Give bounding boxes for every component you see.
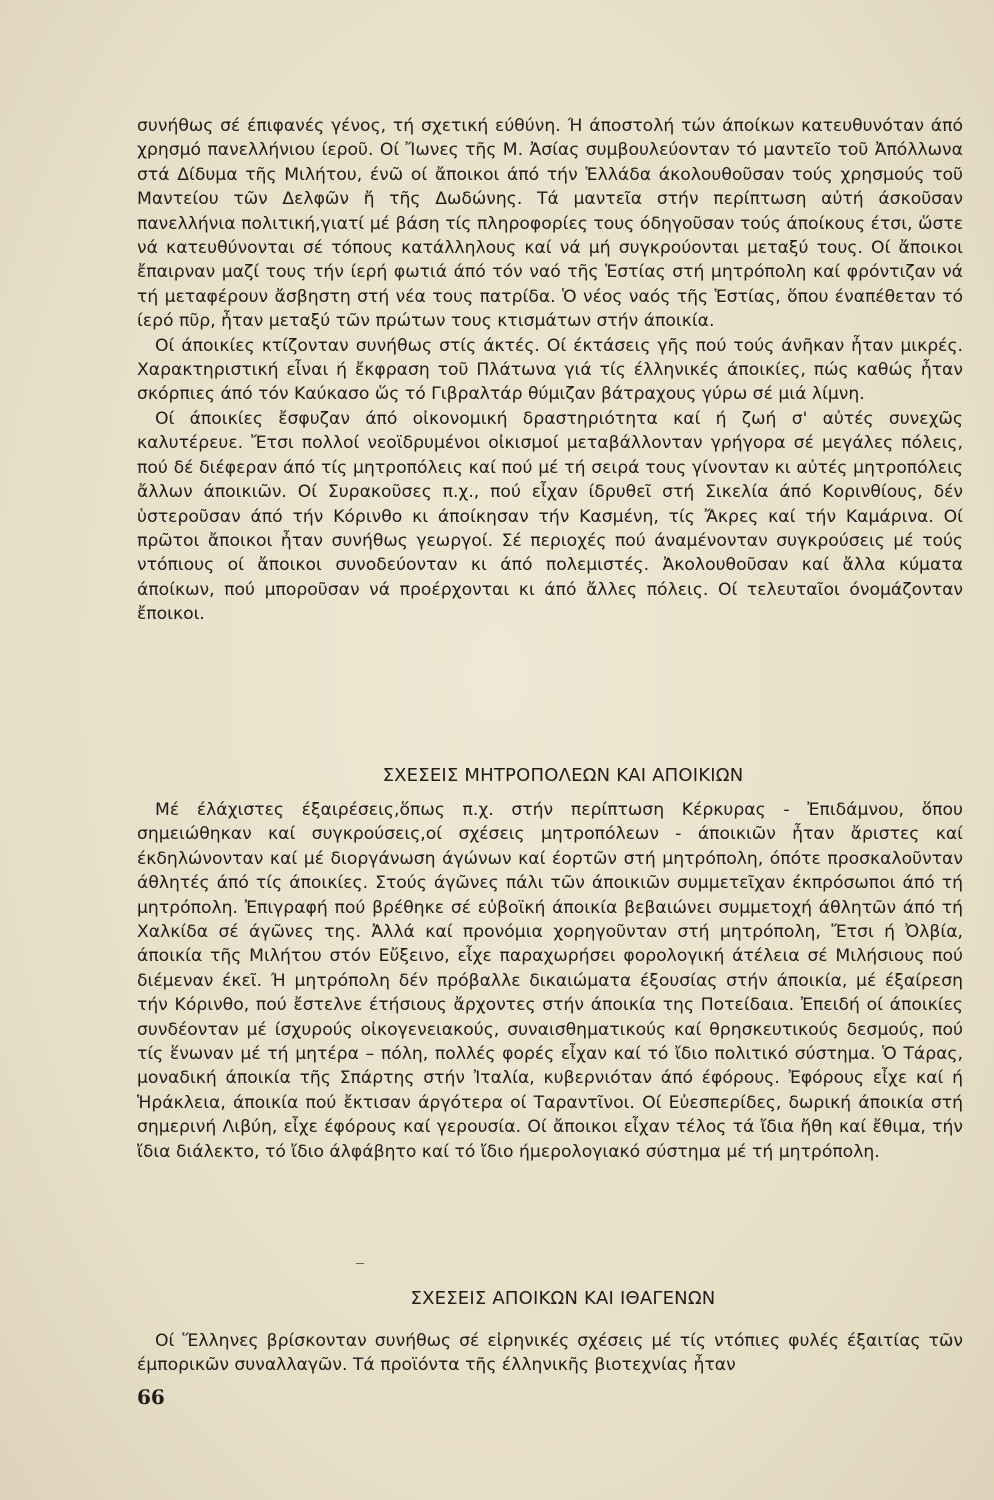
intro-text-block (137, 114, 963, 627)
metropoleis-text-block (137, 798, 963, 1164)
paragraph: Οί Ἕλληνες βρίσκονταν συνήθως σέ εἰρηνικές σχέσεις μέ τίς ντόπιες φυλές έξαιτίας τῶν έμπορικῶν συναλλαγῶν. Τά προϊόντα τῆς έλληνικῆς βιοτεχνίας ἦταν (137, 1331, 963, 1376)
paragraph: Μέ έλάχιστες έξαιρέσεις,ὅπως π.χ. στήν περίπτωση Κέρκυρας - Ἐπιδάμνου, ὅπου σημειώθηκαν καί συγκρούσεις,οί σχέσεις μητροπόλεων - άποικιῶν ἦταν ἄριστες καί έκδηλώνονταν καί μέ διοργάνωση άγώνων καί έορτῶν στή μητρόπολη, όπότε προσκαλοῦνταν άθλητές άπό τίς άποικίες. Στούς άγῶνες πάλι τῶν άποικιῶν συμμετεῖχαν έκπρόσωποι άπό τή μητρόπολη. Ἐπιγραφή πού βρέθηκε σέ εὐβοϊκή άποικία βεβαιώνει συμμετοχή άθλητῶν άπό τή Χαλκίδα σέ άγῶνες της. Ἀλλά καί προνόμια χορηγοῦνταν στή μητρόπολη, Ἔτσι ή Ὀλβία, άποικία τῆς Μιλήτου στόν Εὔξεινο, εἶχε παραχωρήσει φορολογική άτέλεια σέ Μιλήσιους πού διέμεναν έκεῖ. Ή μητρόπολη δέν πρόβαλλε δικαιώματα έξουσίας στήν άποικία, μέ έξαίρεση τήν Κόρινθο, πού ἔστελνε έτήσιους ἄρχοντες στήν άποικία της Ποτείδαια. Ἐπειδή οί άποικίες συνδέονταν μέ ίσχυρούς οἰκογενειακούς, συναισθηματικούς καί θρησκευτικούς δεσμούς, πού τίς ἕνωναν μέ τή μητέρα – πόλη, πολλές φορές εἶχαν καί τό ἴδιο πολιτικό σύστημα. Ὁ Τάρας, μοναδική άποικία τῆς Σπάρτης στήν Ἰταλία, κυβερνιόταν άπό έφόρους. Ἐφόρους εἶχε καί ή Ἡράκλεια, άποικία πού ἔκτισαν άργότερα οί Ταραντῖνοι. Οί Εὐεσπερίδες, δωρική άποικία στή σημερινή Λιβύη, εἶχε έφόρους καί γερουσία. Οί ἄποικοι εἶχαν τέλος τά ἴδια ἤθη καί ἔθιμα, τήν ἴδια διάλεκτο, τό ἴδιο άλφάβητο καί τό ἴδιο ήμερολογιακό σύστημα μέ τή μητρόπολη. (137, 800, 963, 1162)
section-heading-ithagenes: ΣΧΕΣΕΙΣ ΑΠΟΙΚΩΝ ΚΑΙ ΙΘΑΓΕΝΩΝ (410, 1288, 716, 1309)
ithagenes-text-block (137, 1329, 963, 1378)
stray-mark (356, 1263, 364, 1264)
paragraph: συνήθως σέ έπιφανές γένος, τή σχετική εύθύνη. Ή άποστολή τών άποίκων κατευθυνόταν άπό χρησμό πανελλήνιου ίεροῦ. Οί Ἴωνες τῆς Μ. Ἀσίας συμβουλεύονταν τό μαντεῖο τοῦ Ἀπόλλωνα στά Δίδυμα τῆς Μιλήτου, ένῶ οί ἄποικοι άπό τήν Ἑλλάδα άκολουθοῦσαν τούς χρησμούς τοῦ Μαντείου τῶν Δελφῶν ἤ τῆς Δωδώνης. Τά μαντεῖα στήν περίπτωση αὐτή άσκοῦσαν πανελλήνια πολιτική,γιατί μέ βάση τίς πληροφορίες τους όδηγοῦσαν τούς άποίκους έτσι, ὥστε νά κατευθύνονται σέ τόπους κατάλληλους καί νά μή συγκρούονται μεταξύ τους. Οί ἄποικοι ἔπαιρναν μαζί τους τήν ίερή φωτιά άπό τόν ναό τῆς Ἑστίας στή μητρόπολη καί φρόντιζαν νά τή μεταφέρουν ἄσβηστη στή νέα τους πατρίδα. Ὁ νέος ναός τῆς Ἑστίας, ὅπου έναπέθεταν τό ίερό πῦρ, ἦταν μεταξύ τῶν πρώτων τους κτισμάτων στήν άποικία. (137, 116, 963, 332)
paragraph: Οί άποικίες κτίζονταν συνήθως στίς άκτές. Οί έκτάσεις γῆς πού τούς άνῆκαν ἦταν μικρές. Χαρακτηριστική εἶναι ή ἔκφραση τοῦ Πλάτωνα γιά τίς έλληνικές άποικίες, πώς καθώς ἦταν σκόρπιες άπό τόν Καύκασο ὥς τό Γιβραλτάρ θύμιζαν βάτραχους γύρω σέ μιά λίμνη. (137, 335, 963, 405)
page-number: 66 (137, 1385, 165, 1409)
paragraph: Οί άποικίες ἔσφυζαν άπό οἰκονομική δραστηριότητα καί ή ζωή σ' αὐτές συνεχῶς καλυτέρευε. Ἔτσι πολλοί νεοϊδρυμένοι οἰκισμοί μεταβάλλονταν γρήγορα σέ μεγάλες πόλεις, πού δέ διέφεραν άπό τίς μητροπόλεις καί πού μέ τή σειρά τους γίνονταν κι αὐτές μητροπόλεις ἄλλων άποικιῶν. Οί Συρακοῦσες π.χ., πού εἶχαν ίδρυθεῖ στή Σικελία άπό Κορινθίους, δέν ὑστεροῦσαν άπό τήν Κόρινθο κι άποίκησαν τήν Κασμένη, τίς Ἄκρες καί τήν Καμάρινα. Οί πρῶτοι ἄποικοι ἦταν συνήθως γεωργοί. Σέ περιοχές πού άναμένονταν συγκρούσεις μέ τούς ντόπιους οί ἄποικοι συνοδεύονταν κι άπό πολεμιστές. Ἀκολουθοῦσαν καί ἄλλα κύματα άποίκων, πού μποροῦσαν νά προέρχονται κι άπό ἄλλες πόλεις. Οί τελευταῖοι όνομάζονταν ἔποικοι. (137, 408, 963, 625)
section-heading-metropoleis: ΣΧΕΣΕΙΣ ΜΗΤΡΟΠΟΛΕΩΝ ΚΑΙ ΑΠΟΙΚΙΩΝ (382, 765, 744, 786)
